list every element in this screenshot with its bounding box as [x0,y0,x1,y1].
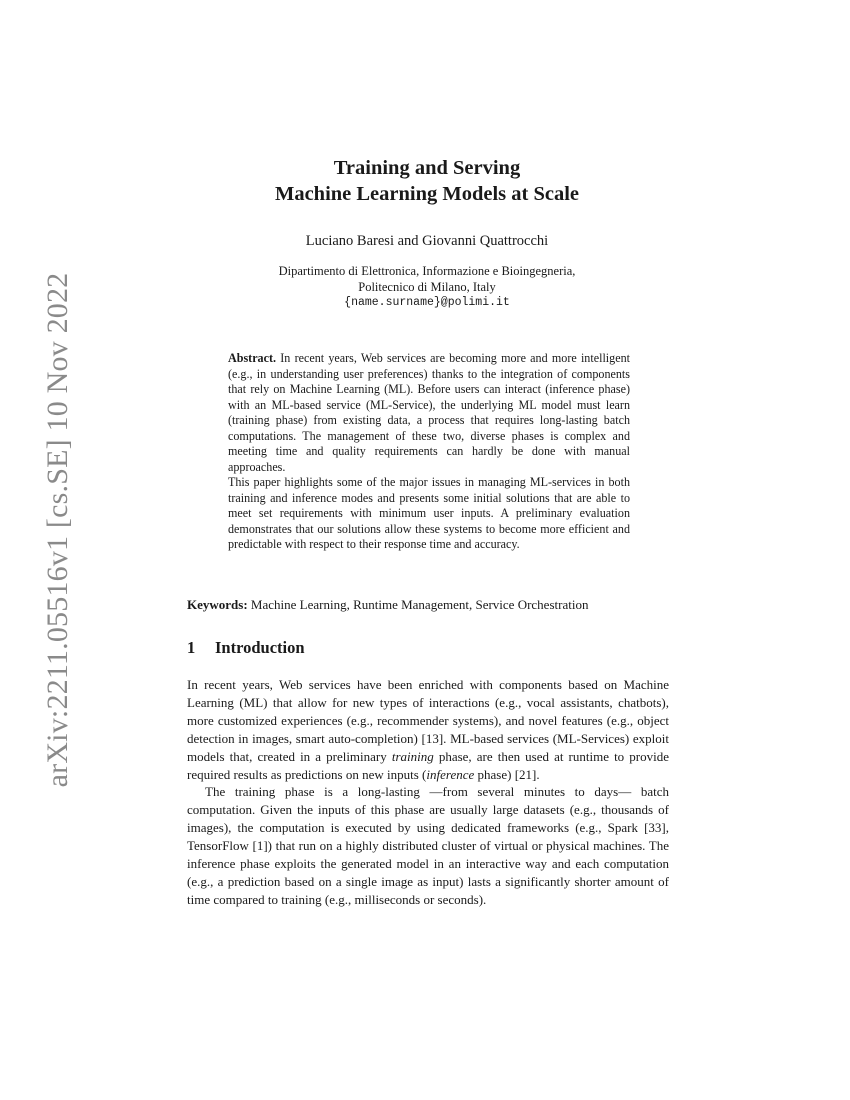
title-line-2: Machine Learning Models at Scale [274,183,580,205]
section-heading-introduction [187,638,305,658]
abstract-label: Abstract. [228,351,277,365]
paper-title [186,155,668,207]
author-email[interactable]: {name.surname}@polimi.it [344,296,510,309]
abstract-text-1: In recent years, Web services are becoming more and more intelligent (e.g., in understanding user preferences) thanks to the integration of components that rely on Machine Learning (ML). Before users can interact (inference phase) with an ML-based service (ML-Service), the underlying ML model must learn (training phase) from existing data, a process that requires long-lasting batch computations. The management of these two, diverse phases is complex and meeting time and quality requirements can hardly be done with manual approaches. [228,351,630,474]
intro-p1-part-b: phase, are then used at runtime to provide required results as predictions on new inputs ( [187,748,669,782]
section-title: Introduction [215,638,305,657]
intro-p1-emphasis-training: training [391,748,434,764]
affiliation-line-1: Dipartimento di Elettronica, Informazione e Bioingegneria, [278,264,576,278]
intro-p1-part-a: In recent years, Web services have been enriched with components based on Machine Learning (ML) that allow for new types of interactions (e.g., vocal assistants, chatbots), more customized experiences (e.g., recommender systems), and novel features (e.g., object detection in images, smart auto-completion) [13]. ML-based services (ML-Services) exploit models that, created in a preliminary [187,677,669,764]
author-list: Luciano Baresi and Giovanni Quattrocchi [305,233,549,249]
abstract-paragraph-1 [228,351,630,475]
keywords-label: Keywords: [187,597,248,612]
intro-p1-part-c: phase) [21]. [474,766,540,782]
keywords [187,596,669,613]
intro-paragraph-2: The training phase is a long-lasting —from several minutes to days— batch computation. Given the inputs of this phase are usually large datasets (e.g., thousands of images), the computation is executed by using dedicated frameworks (e.g., Spark [33], TensorFlow [1]) that run on a highly distributed cluster of virtual or physical machines. The inference phase exploits the generated model in an interactive way and each computation (e.g., a prediction based on a single image as input) lasts a significantly shorter amount of time compared to training (e.g., milliseconds or seconds). [187,784,669,907]
abstract [228,351,630,553]
intro-p1-emphasis-inference: inference [426,766,475,782]
introduction-body [187,676,669,909]
arxiv-identifier-stamp[interactable]: arXiv:2211.05516v1 [cs.SE] 10 Nov 2022 [41,272,74,788]
keywords-text: Machine Learning, Runtime Management, Service Orchestration [250,597,589,612]
section-number: 1 [187,638,196,657]
affiliation [186,263,668,311]
title-line-1: Training and Serving [333,157,521,179]
abstract-paragraph-2: This paper highlights some of the major issues in managing ML-services in both training and inference modes and presents some initial solutions that are able to meet set requirements with minimum user inputs. A preliminary evaluation demonstrates that our solutions allow these systems to become more efficient and predictable with respect to their response time and accuracy. [228,475,630,551]
affiliation-line-2: Politecnico di Milano, Italy [358,280,496,294]
intro-paragraph-1 [187,676,669,783]
